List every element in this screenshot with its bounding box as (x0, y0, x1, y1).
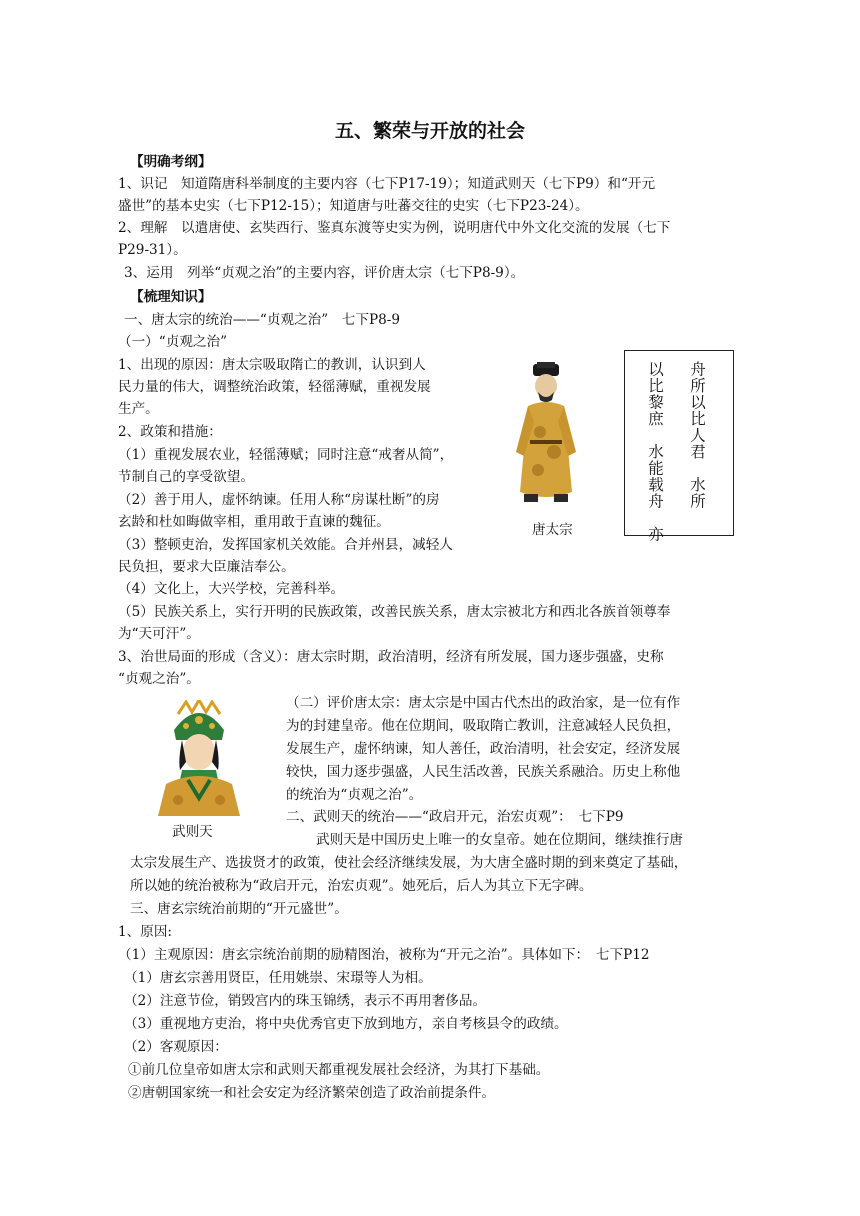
section-heading: 一、唐太宗的统治——“贞观之治” 七下P8-9 (124, 312, 401, 328)
text-line: （1）唐玄宗善用贤臣，任用姚崇、宋璟等人为相。 (124, 970, 432, 986)
text-line: （二）评价唐太宗：唐太宗是中国古代杰出的政治家，是一位有作 (286, 695, 681, 711)
text-line: ②唐朝国家统一和社会安定为经济繁荣创造了政治前提条件。 (128, 1085, 496, 1101)
section-heading: 三、唐玄宗统治前期的“开元盛世”。 (130, 901, 348, 917)
syllabus-line: 3、运用 列举“贞观之治”的主要内容，评价唐太宗（七下P8-9）。 (124, 265, 525, 281)
text-line: 1、原因: (118, 924, 173, 940)
text-line: 玄龄和杜如晦做宰相，重用敢于直谏的魏征。 (118, 514, 390, 530)
text-line: （4）文化上，大兴学校，完善科举。 (118, 581, 345, 597)
text-line: （2）注意节俭，销毁宫内的珠玉锦绣，表示不再用奢侈品。 (124, 993, 487, 1009)
taizong-caption: 唐太宗 (532, 522, 573, 538)
text-line: ①前几位皇帝如唐太宗和武则天都重视发展社会经济，为其打下基础。 (128, 1062, 550, 1078)
text-line: 民力量的伟大，调整统治政策，轻徭薄赋，重视发展 (118, 379, 431, 395)
subsection-heading: （一）“贞观之治” (118, 334, 228, 350)
text-line: 为“天可汗”。 (118, 626, 200, 642)
syllabus-line: P29-31）。 (118, 242, 187, 258)
quote-box (624, 350, 734, 543)
text-line: （2）善于用人，虚怀纳谏。任用人称“房谋杜断”的房 (118, 492, 440, 508)
knowledge-heading: 【梳理知识】 (130, 289, 212, 305)
text-line: 节制自己的享受欲望。 (118, 469, 254, 485)
syllabus-line: 盛世”的基本史实（七下P12-15）；知道唐与吐蕃交往的史实（七下P23-24）。 (118, 198, 589, 214)
text-line: （5）民族关系上，实行开明的民族政策，改善民族关系，唐太宗被北方和西北各族首领尊奉 (118, 604, 671, 620)
text-line: 为的封建皇帝。他在位期间，吸取隋亡教训，注意减轻人民负担， (286, 718, 681, 734)
text-line: 太宗发展生产、选拔贤才的政策，使社会经济继续发展，为大唐全盛时期的到来奠定了基础， (130, 855, 688, 871)
text-line: （3）整顿吏治，发挥国家机关效能。合并州县，减轻人 (118, 537, 453, 553)
text-line: 的统治为“贞观之治”。 (286, 787, 423, 803)
text-line: 民负担，要求大臣廉洁奉公。 (118, 559, 295, 575)
syllabus-line: 1、识记 知道隋唐科举制度的主要内容（七下P17-19）；知道武则天（七下P9）和“开元 (118, 176, 656, 192)
wuzetian-portrait (152, 700, 246, 816)
taizong-portrait (506, 362, 586, 512)
section-heading: 二、武则天的统治——“政启开元，治宏贞观”： 七下P9 (286, 809, 624, 825)
text-line: （1）重视发展农业，轻徭薄赋；同时注意“戒奢从简”， (118, 447, 454, 463)
text-line: 2、政策和措施： (118, 424, 222, 440)
text-line: “贞观之治”。 (118, 671, 200, 687)
text-line: 生产。 (118, 401, 159, 417)
syllabus-heading: 【明确考纲】 (130, 154, 212, 170)
text-line: （1）主观原因：唐玄宗统治前期的励精图治，被称为“开元之治”。具体如下： 七下P12 (118, 947, 650, 963)
wuzetian-caption: 武则天 (172, 824, 213, 840)
text-line: 3、治世局面的形成（含义）：唐太宗时期，政治清明，经济有所发展，国力逐步强盛，史称 (118, 649, 664, 665)
text-line: （3）重视地方吏治，将中央优秀官吏下放到地方，亲自考核县令的政绩。 (124, 1016, 568, 1032)
quote-column: 舟所以比人君 水所 (688, 361, 706, 510)
text-line: 较快，国力逐步强盛，人民生活改善，民族关系融洽。历史上称他 (286, 764, 681, 780)
page-title: 五、繁荣与开放的社会 (334, 120, 525, 142)
text-line: 发展生产，虚怀纳谏，知人善任，政治清明，社会安定，经济发展 (286, 741, 681, 757)
quote-column: 以比黎庶 水能载舟 亦 (646, 361, 664, 543)
text-line: 1、出现的原因：唐太宗吸取隋亡的教训，认识到人 (118, 357, 426, 373)
text-line: （2）客观原因： (124, 1039, 228, 1055)
syllabus-line: 2、理解 以遣唐使、玄奘西行、鉴真东渡等史实为例，说明唐代中外文化交流的发展（七下 (118, 220, 671, 236)
text-line: 所以她的统治被称为“政启开元，治宏贞观”。她死后，后人为其立下无字碑。 (130, 878, 593, 894)
text-line: 武则天是中国历史上唯一的女皇帝。她在位期间，继续推行唐 (316, 832, 684, 848)
